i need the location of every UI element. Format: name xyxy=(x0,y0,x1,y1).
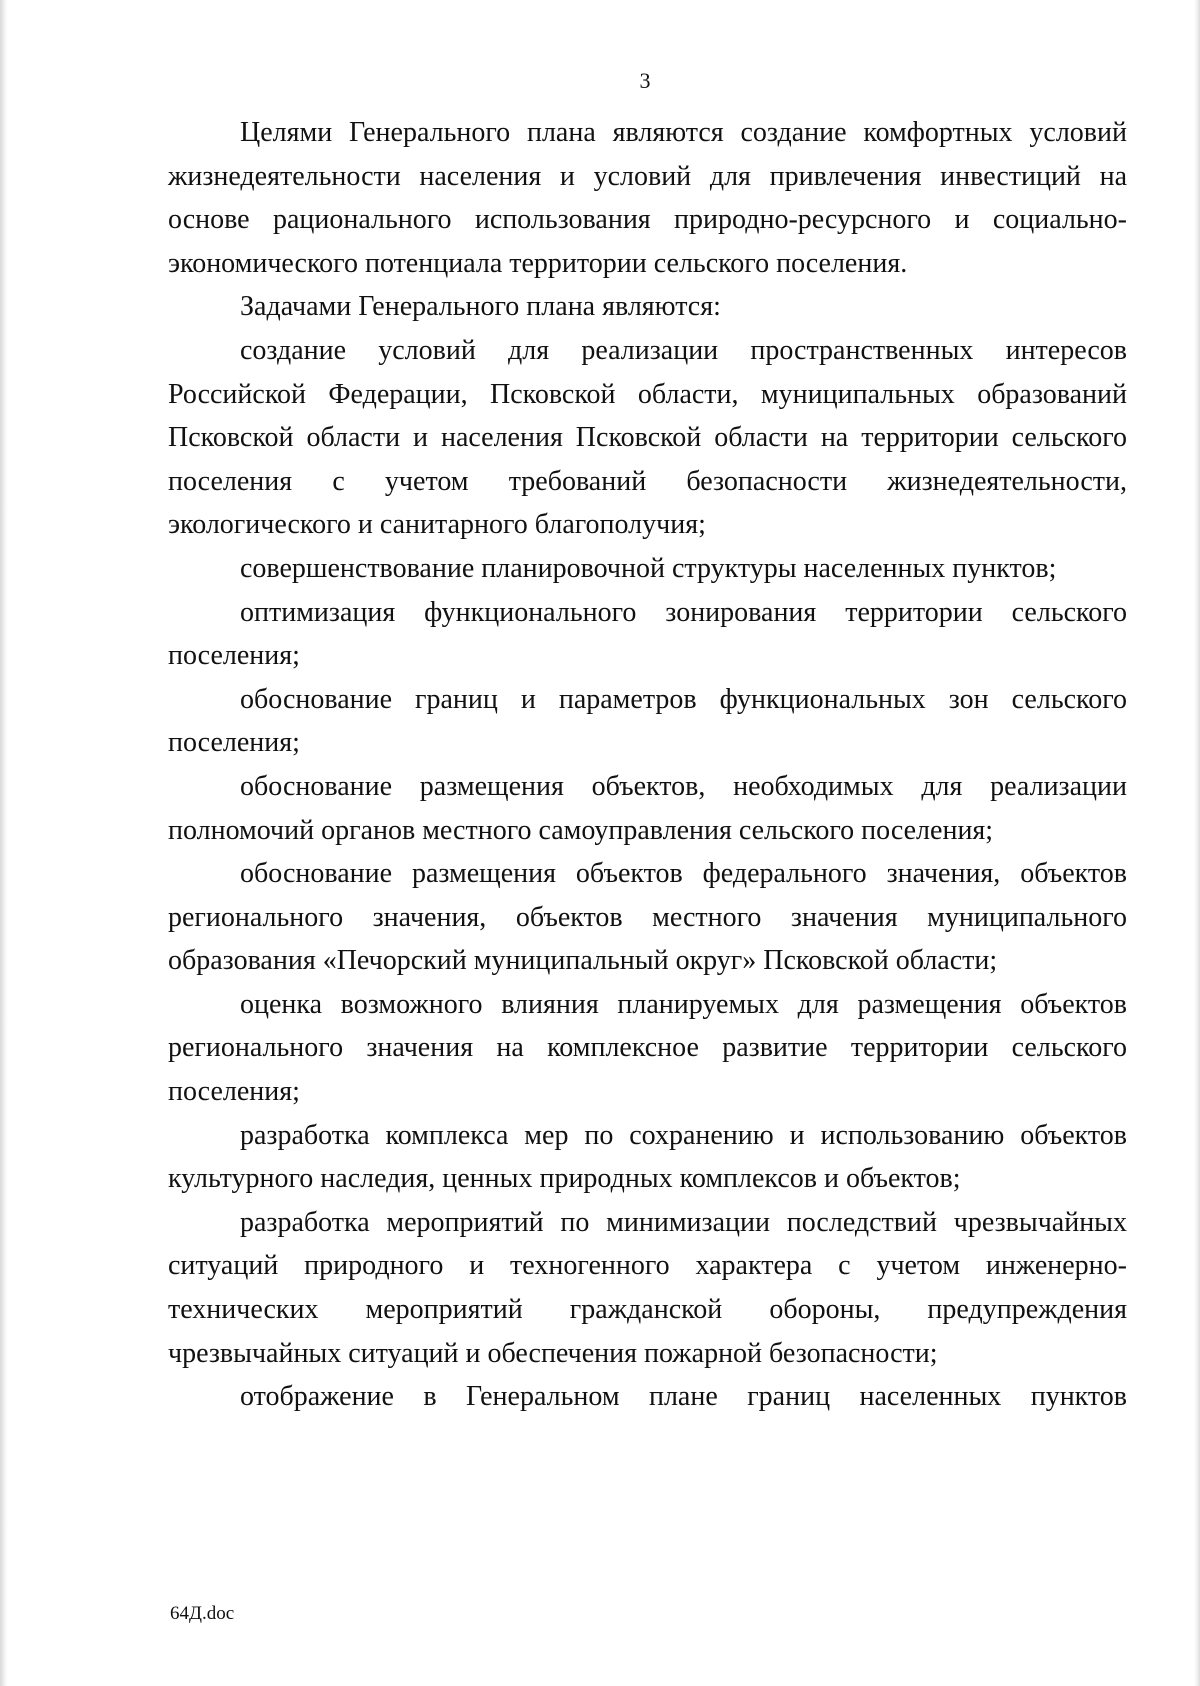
paragraph-task: обоснование размещения объектов федерального значения, объектов регионального значения, объектов местного значения муниципального образования «Печорский муниципальный округ» Псковской области; xyxy=(168,858,1127,977)
document-body xyxy=(168,111,1127,1419)
paragraph-goals: Целями Генерального плана являются создание комфортных условий жизнедеятельности населения и условий для привлечения инвестиций на основе рационального использования природно-ресурсного и социально-экономического потенциала территории сельского поселения. xyxy=(168,117,1127,279)
scan-edge-right xyxy=(1194,0,1200,1686)
page-number: 3 xyxy=(639,68,651,93)
paragraph-task: создание условий для реализации пространственных интересов Российской Федерации, Псковской области, муниципальных образований Псковской области и населения Псковской области на территории сельского поселения с учетом требований безопасности жизнедеятельности, экологического и санитарного благополучия; xyxy=(168,334,1127,541)
paragraph-tasks-heading: Задачами Генерального плана являются: xyxy=(240,291,721,323)
paragraph-task: оценка возможного влияния планируемых для размещения объектов регионального значения на комплексное развитие территории сельского поселения; xyxy=(168,988,1127,1108)
paragraph-task: обоснование границ и параметров функциональных зон сельского поселения; xyxy=(168,683,1127,759)
file-name-footer: 64Д.doc xyxy=(170,1603,235,1624)
paragraph-task: оптимизация функционального зонирования территории сельского поселения; xyxy=(168,596,1127,672)
paragraph-task: отображение в Генеральном плане границ населенных пунктов xyxy=(240,1381,1127,1413)
paragraph-task: обоснование размещения объектов, необходимых для реализации полномочий органов местного самоуправления сельского поселения; xyxy=(168,770,1127,846)
paragraph-task: разработка комплекса мер по сохранению и использованию объектов культурного наследия, ценных природных комплексов и объектов; xyxy=(168,1119,1127,1195)
paragraph-task: совершенствование планировочной структуры населенных пунктов; xyxy=(240,552,1057,584)
paragraph-task: разработка мероприятий по минимизации последствий чрезвычайных ситуаций природного и техногенного характера с учетом инженерно-технических мероприятий гражданской обороны, предупреждения чрезвычайных ситуаций и обеспечения пожарной безопасности; xyxy=(168,1206,1127,1369)
scan-edge-left xyxy=(0,0,8,1686)
